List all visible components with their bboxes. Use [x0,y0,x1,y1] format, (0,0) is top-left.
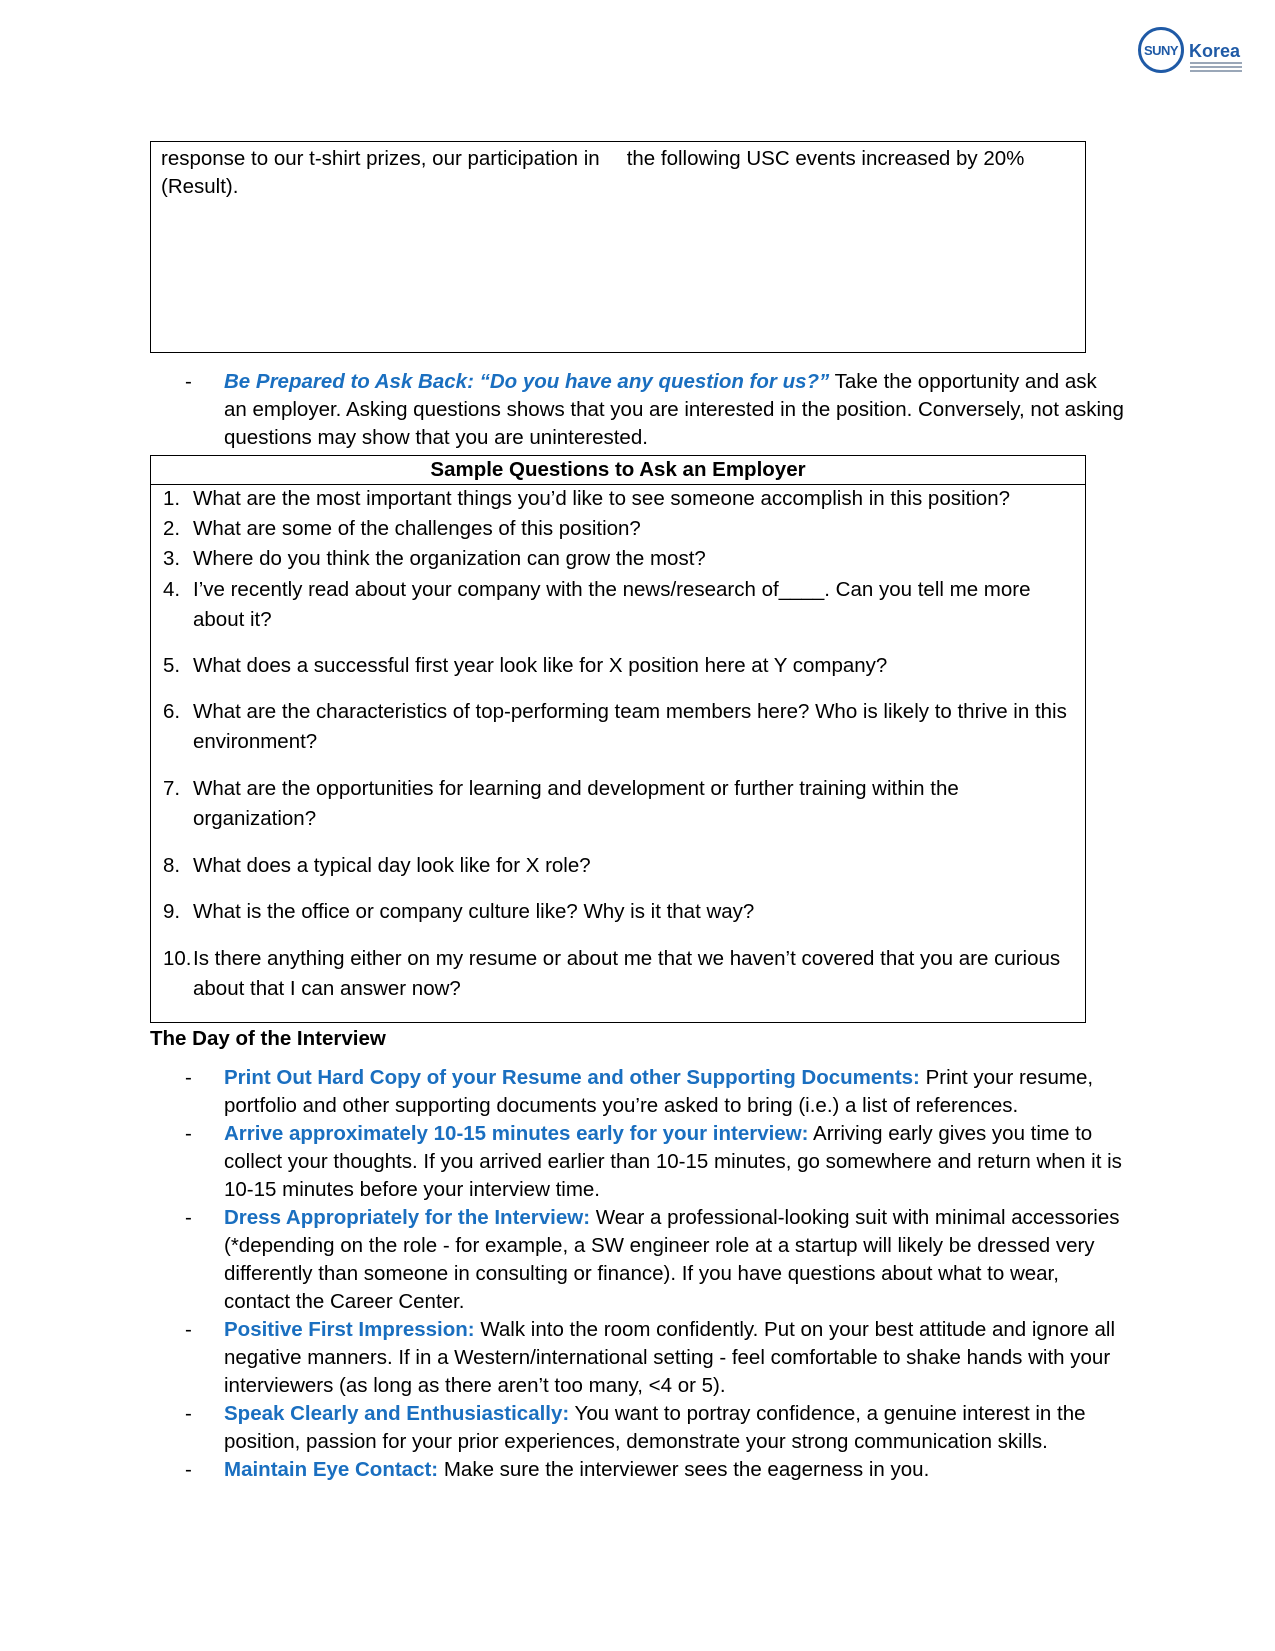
question-item [163,544,1075,574]
interview-tip-heading: Dress Appropriately for the Interview: [224,1206,591,1229]
question-text: Is there anything either on my resume or about me that we haven’t covered that you are curious about that I can answer now? [193,947,1061,1000]
question-number: 10. [163,947,192,970]
ask-back-heading: Be Prepared to Ask Back: “Do you have any question for us?” [224,370,830,393]
bullet-dash: - [185,1066,192,1089]
interview-tip-heading: Speak Clearly and Enthusiastically: [224,1402,570,1425]
bullet-dash: - [185,1122,192,1145]
question-text: What are the most important things you’d like to see someone accomplish in this position? [193,487,1010,510]
suny-korea-logo [1138,27,1248,83]
interview-tip [224,1120,1124,1204]
interview-tip-text: Walk into the room confidently. Put on your best attitude and ignore all negative manners. If in a Western/international setting - feel comfortable to shake hands with your interviewers (as long as there aren’t too many, <4 or 5). [224,1318,1116,1397]
question-number: 8. [163,854,181,877]
question-number: 3. [163,547,181,570]
bullet-dash: - [185,1206,192,1229]
interview-tip-heading: Maintain Eye Contact: [224,1458,439,1481]
question-number: 1. [163,487,181,510]
interview-tip [224,1064,1124,1120]
sample-questions-title: Sample Questions to Ask an Employer [151,456,1085,485]
question-text: What are the opportunities for learning and development or further training within the organization? [193,777,959,830]
question-text: Where do you think the organization can grow the most? [193,547,706,570]
question-text: What is the office or company culture like? Why is it that way? [193,900,755,923]
interview-tip-text: Print your resume, portfolio and other supporting documents you’re asked to bring (i.e.) a list of references. [224,1066,1094,1117]
question-item [163,851,1075,881]
star-example-text-b: the following USC events increased by 20% [626,147,1025,170]
interview-tip-heading: Arrive approximately 10-15 minutes early for your interview: [224,1122,809,1145]
question-item [163,944,1075,1004]
interview-tip-text: Wear a professional-looking suit with minimal accessories (*depending on the role - for example, a SW engineer role at a startup will likely be dressed very differently than someone in consulting or finance). If you have questions about what to wear, contact the Career Center. [224,1206,1120,1313]
question-number: 7. [163,777,181,800]
question-item [163,897,1075,927]
bullet-dash: - [185,1458,192,1481]
question-item [163,514,1075,544]
logo-seal: SUNY [1138,27,1184,73]
interview-tip-text: Arriving early gives you time to collect your thoughts. If you arrived earlier than 10-15 minutes, go somewhere and return when it is 10-15 minutes before your interview time. [224,1122,1122,1201]
star-example-line-1 [161,145,1075,173]
ask-back-paragraph [224,368,1124,452]
interview-tip-heading: Print Out Hard Copy of your Resume and other Supporting Documents: [224,1066,920,1089]
question-text: What does a typical day look like for X role? [193,854,591,877]
question-item [163,651,1075,681]
interview-tip [224,1456,1124,1484]
interview-tip [224,1204,1124,1316]
ask-back-text: Take the opportunity and ask an employer. Asking questions shows that you are interested in the position. Conversely, not asking questions may show that you are uninterested. [224,370,1124,449]
interview-tip-text: Make sure the interviewer sees the eagerness in you. [438,1458,930,1481]
logo-tagline-lines [1190,62,1242,76]
star-example-text-a: response to our t-shirt prizes, our participation in [161,147,600,170]
question-number: 9. [163,900,181,923]
sample-questions-box [150,455,1086,1023]
star-example-line-2: (Result). [161,175,239,198]
question-text: I’ve recently read about your company with the news/research of____. Can you tell me more about it? [193,578,1031,631]
bullet-dash: - [185,1402,192,1425]
logo-wordmark: Korea [1189,41,1241,61]
ask-back-bullet: - [185,370,192,393]
question-text: What does a successful first year look like for X position here at Y company? [193,654,888,677]
day-of-interview-title: The Day of the Interview [150,1027,386,1050]
question-number: 6. [163,700,181,723]
interview-tip-heading: Positive First Impression: [224,1318,475,1341]
question-item [163,774,1075,834]
question-item [163,697,1075,757]
question-text: What are some of the challenges of this position? [193,517,641,540]
interview-tip [224,1316,1124,1400]
question-number: 5. [163,654,181,677]
question-item [163,575,1075,635]
bullet-dash: - [185,1318,192,1341]
question-number: 4. [163,578,181,601]
star-example-box [150,141,1086,353]
question-text: What are the characteristics of top-performing team members here? Who is likely to thrive in this environment? [193,700,1067,753]
question-item [163,484,1075,514]
interview-tip [224,1400,1124,1456]
interview-tip-text: You want to portray confidence, a genuine interest in the position, passion for your prior experiences, demonstrate your strong communication skills. [224,1402,1086,1453]
question-number: 2. [163,517,181,540]
